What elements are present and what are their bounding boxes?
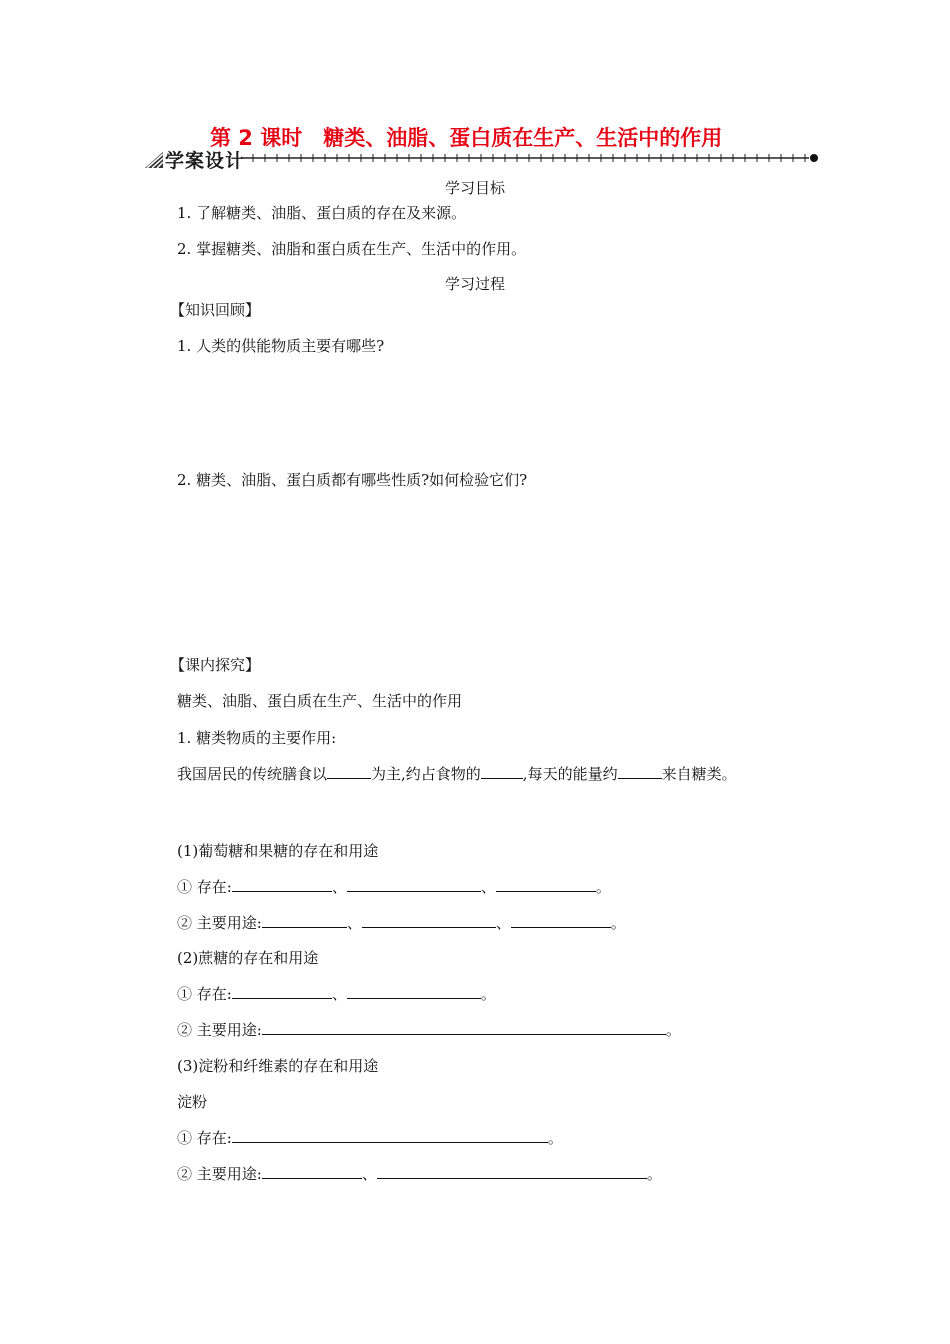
- subsection-3-exist: [177, 1128, 563, 1148]
- fill-blank[interactable]: [618, 764, 662, 779]
- sentence-part: 我国居民的传统膳食以: [177, 765, 328, 783]
- fill-blank[interactable]: [262, 913, 347, 928]
- banner-triangle-icon: [143, 148, 165, 170]
- subsection-1-exist: [177, 877, 611, 897]
- inquiry-heading: 【课内探究】: [170, 656, 261, 674]
- field-label: ① 存在:: [177, 878, 232, 896]
- subsection-2-use: [177, 1020, 681, 1040]
- objective-item: 2. 掌握糖类、油脂和蛋白质在生产、生活中的作用。: [177, 240, 527, 258]
- fill-blank[interactable]: [377, 1164, 647, 1179]
- period: 。: [547, 1129, 563, 1147]
- fill-blank[interactable]: [232, 877, 332, 892]
- fill-blank[interactable]: [232, 984, 332, 999]
- sentence-part: 为主,约占食物的: [371, 765, 481, 783]
- section-banner: [143, 146, 823, 172]
- fill-blank[interactable]: [262, 1164, 362, 1179]
- fill-blank[interactable]: [262, 1020, 666, 1035]
- separator: 、: [346, 914, 362, 932]
- review-question-1: 1. 人类的供能物质主要有哪些?: [177, 337, 385, 355]
- subsection-1-use: [177, 913, 626, 933]
- subsection-3-use: [177, 1164, 662, 1184]
- fill-blank[interactable]: [511, 913, 611, 928]
- review-question-2: 2. 糖类、油脂、蛋白质都有哪些性质?如何检验它们?: [177, 471, 528, 489]
- subsection-1-heading: (1)葡萄糖和果糖的存在和用途: [177, 842, 379, 860]
- field-label: ② 主要用途:: [177, 1021, 262, 1039]
- subsection-3-heading: (3)淀粉和纤维素的存在和用途: [177, 1057, 379, 1075]
- field-label: ① 存在:: [177, 985, 232, 1003]
- dotted-rule: [243, 151, 823, 165]
- fill-blank[interactable]: [481, 764, 523, 779]
- fill-blank[interactable]: [347, 877, 481, 892]
- period: 。: [480, 985, 496, 1003]
- sentence-part: 来自糖类。: [661, 765, 737, 783]
- field-label: ② 主要用途:: [177, 914, 262, 932]
- fill-blank[interactable]: [232, 1128, 548, 1143]
- inquiry-item-1: 1. 糖类物质的主要作用:: [177, 729, 337, 747]
- separator: 、: [480, 878, 496, 896]
- fill-blank[interactable]: [496, 877, 596, 892]
- objective-item: 1. 了解糖类、油脂、蛋白质的存在及来源。: [177, 204, 467, 222]
- period: 。: [665, 1021, 681, 1039]
- fill-blank[interactable]: [347, 984, 481, 999]
- period: 。: [595, 878, 611, 896]
- objectives-heading: 学习目标: [444, 179, 505, 197]
- fill-blank[interactable]: [362, 913, 496, 928]
- field-label: ① 存在:: [177, 1129, 232, 1147]
- period: 。: [646, 1165, 662, 1183]
- review-heading: 【知识回顾】: [170, 301, 261, 319]
- separator: 、: [331, 985, 347, 1003]
- subsection-3-subheading: 淀粉: [177, 1093, 208, 1111]
- process-heading: 学习过程: [444, 275, 505, 293]
- separator: 、: [331, 878, 347, 896]
- subsection-2-heading: (2)蔗糖的存在和用途: [177, 949, 319, 967]
- page-title: 第 2 课时 糖类、油脂、蛋白质在生产、生活中的作用: [210, 126, 723, 150]
- banner-label: 学案设计: [165, 150, 246, 172]
- field-label: ② 主要用途:: [177, 1165, 262, 1183]
- fill-blank[interactable]: [327, 764, 371, 779]
- separator: 、: [495, 914, 511, 932]
- diet-sentence: [177, 764, 737, 784]
- inquiry-topic: 糖类、油脂、蛋白质在生产、生活中的作用: [177, 692, 463, 710]
- separator: 、: [361, 1165, 377, 1183]
- sentence-part: ,每天的能量约: [522, 765, 618, 783]
- subsection-2-exist: [177, 984, 496, 1004]
- period: 。: [610, 914, 626, 932]
